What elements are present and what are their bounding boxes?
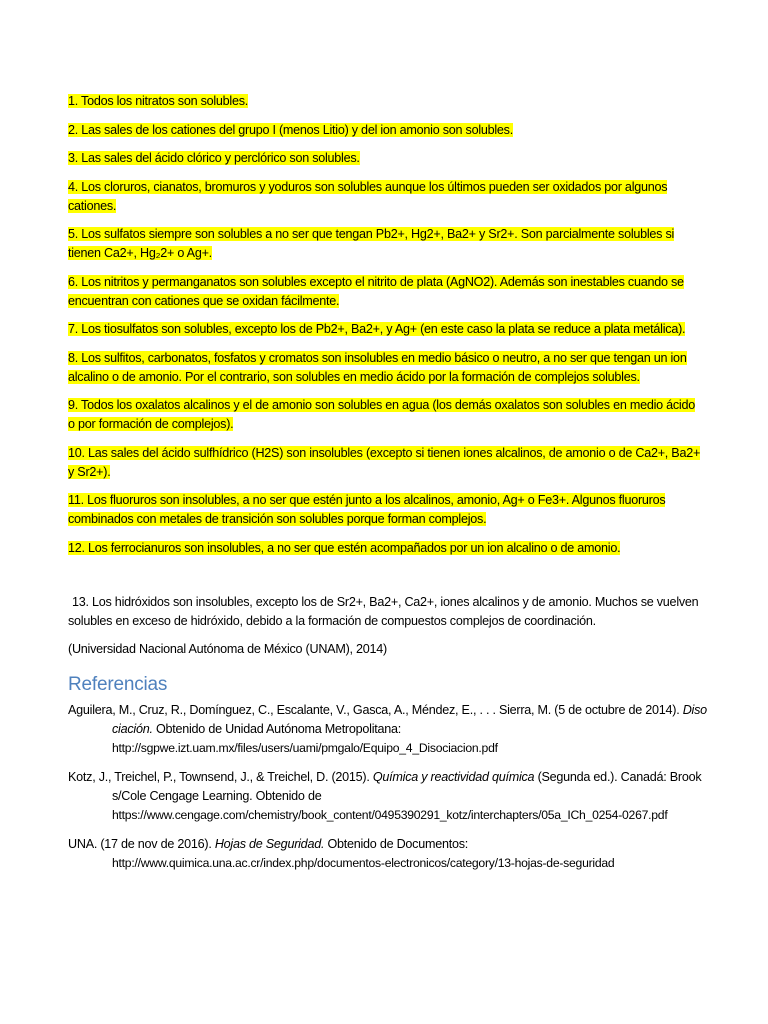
reference-entry — [68, 835, 708, 873]
reference-authors: Aguilera, M., Cruz, R., Domínguez, C., Escalante, V., Gasca, A., Méndez, E., . . . Sierra, M. (5 de octubre de 2014). — [68, 703, 680, 717]
rule-8 — [68, 349, 704, 387]
rule-1 — [68, 92, 704, 111]
references-heading: Referencias — [68, 674, 168, 695]
rule-2 — [68, 121, 704, 140]
reference-details: Obtenido de Documentos: — [327, 837, 469, 851]
rule-4-text: 4. Los cloruros, cianatos, bromuros y yoduros son solubles aunque los últimos pueden ser oxidados por algunos cationes. — [68, 179, 668, 213]
rule-6-text: 6. Los nitritos y permanganatos son solubles excepto el nitrito de plata (AgNO2). Además son inestables cuando se encuentran con cationes que se oxidan fácilmente. — [68, 274, 684, 308]
references-list — [68, 701, 708, 883]
reference-details: Obtenido de Unidad Autónoma Metropolitana: — [155, 722, 401, 736]
rule-8-text: 8. Los sulfitos, carbonatos, fosfatos y cromatos son insolubles en medio básico o neutro, a no ser que tengan un ion alcalino o de amonio. Por el contrario, son solubles en medio ácido por la formación de complejos solubles. — [68, 350, 687, 384]
source-citation: (Universidad Nacional Autónoma de México (UNAM), 2014) — [68, 642, 387, 656]
rule-9 — [68, 396, 704, 434]
rule-1-text: 1. Todos los nitratos son solubles. — [68, 94, 249, 108]
rule-5 — [68, 225, 704, 263]
rule-2-text: 2. Las sales de los cationes del grupo I (menos Litio) y del ion amonio son solubles. — [68, 122, 513, 137]
rule-12-text: 12. Los ferrocianuros son insolubles, a no ser que estén acompañados por un ion alcalino o de amonio. — [68, 540, 621, 555]
reference-title: Química y reactividad química — [372, 770, 535, 784]
rule-10 — [68, 444, 704, 482]
reference-details: (Segunda ed.). Canadá: Brooks/Cole Cengage Learning. Obtenido de — [112, 770, 702, 803]
reference-authors: Kotz, J., Treichel, P., Townsend, J., & Treichel, D. (2015). — [68, 770, 370, 784]
reference-url[interactable]: http://www.quimica.una.ac.cr/index.php/documentos-electronicos/category/13-hojas-de-seguridad — [112, 856, 615, 870]
reference-entry — [68, 768, 708, 825]
reference-entry — [68, 701, 708, 758]
rule-11 — [68, 491, 704, 529]
rule-10-text: 10. Las sales del ácido sulfhídrico (H2S) son insolubles (excepto si tienen iones alcalinos, de amonio o de Ca2+, Ba2+ y Sr2+). — [68, 445, 701, 479]
rule-13: 13. Los hidróxidos son insolubles, excepto los de Sr2+, Ba2+, Ca2+, iones alcalinos y de amonio. Muchos se vuelven solubles en exceso de hidróxido, debido a la formación de compuestos complejos de coordinación. — [68, 595, 699, 628]
rule-3-text: 3. Las sales del ácido clórico y perclórico son solubles. — [68, 151, 360, 165]
rule-12 — [68, 539, 704, 558]
reference-title: Disociación. — [112, 703, 707, 736]
reference-url[interactable]: http://sgpwe.izt.uam.mx/files/users/uami/pmgalo/Equipo_4_Disociacion.pdf — [112, 741, 498, 755]
reference-url[interactable]: https://www.cengage.com/chemistry/book_content/0495390291_kotz/interchapters/05a_ICh_0254-0267.pdf — [112, 808, 668, 822]
rule-5-text: 5. Los sulfatos siempre son solubles a no ser que tengan Pb2+, Hg2+, Ba2+ y Sr2+. Son parcialmente solubles si tienen Ca2+, Hg₂2+ o Ag+. — [68, 227, 675, 260]
rule-3 — [68, 149, 704, 168]
rule-7-text: 7. Los tiosulfatos son solubles, excepto los de Pb2+, Ba2+, y Ag+ (en este caso la plata se reduce a plata metálica). — [68, 322, 686, 336]
rule-9-text: 9. Todos los oxalatos alcalinos y el de amonio son solubles en agua (los demás oxalatos son solubles en medio ácido o por formación de complejos). — [68, 398, 695, 431]
solubility-rules-list — [68, 92, 704, 567]
rule-4 — [68, 178, 704, 216]
rule-6 — [68, 273, 704, 311]
rule-11-text: 11. Los fluoruros son insolubles, a no ser que estén junto a los alcalinos, amonio, Ag+ o Fe3+. Algunos fluoruros combinados con metales de transición son solubles porque forman complejos. — [68, 493, 666, 526]
reference-authors: UNA. (17 de nov de 2016). — [68, 837, 212, 851]
rule-7 — [68, 320, 704, 339]
reference-title: Hojas de Seguridad. — [214, 837, 325, 851]
